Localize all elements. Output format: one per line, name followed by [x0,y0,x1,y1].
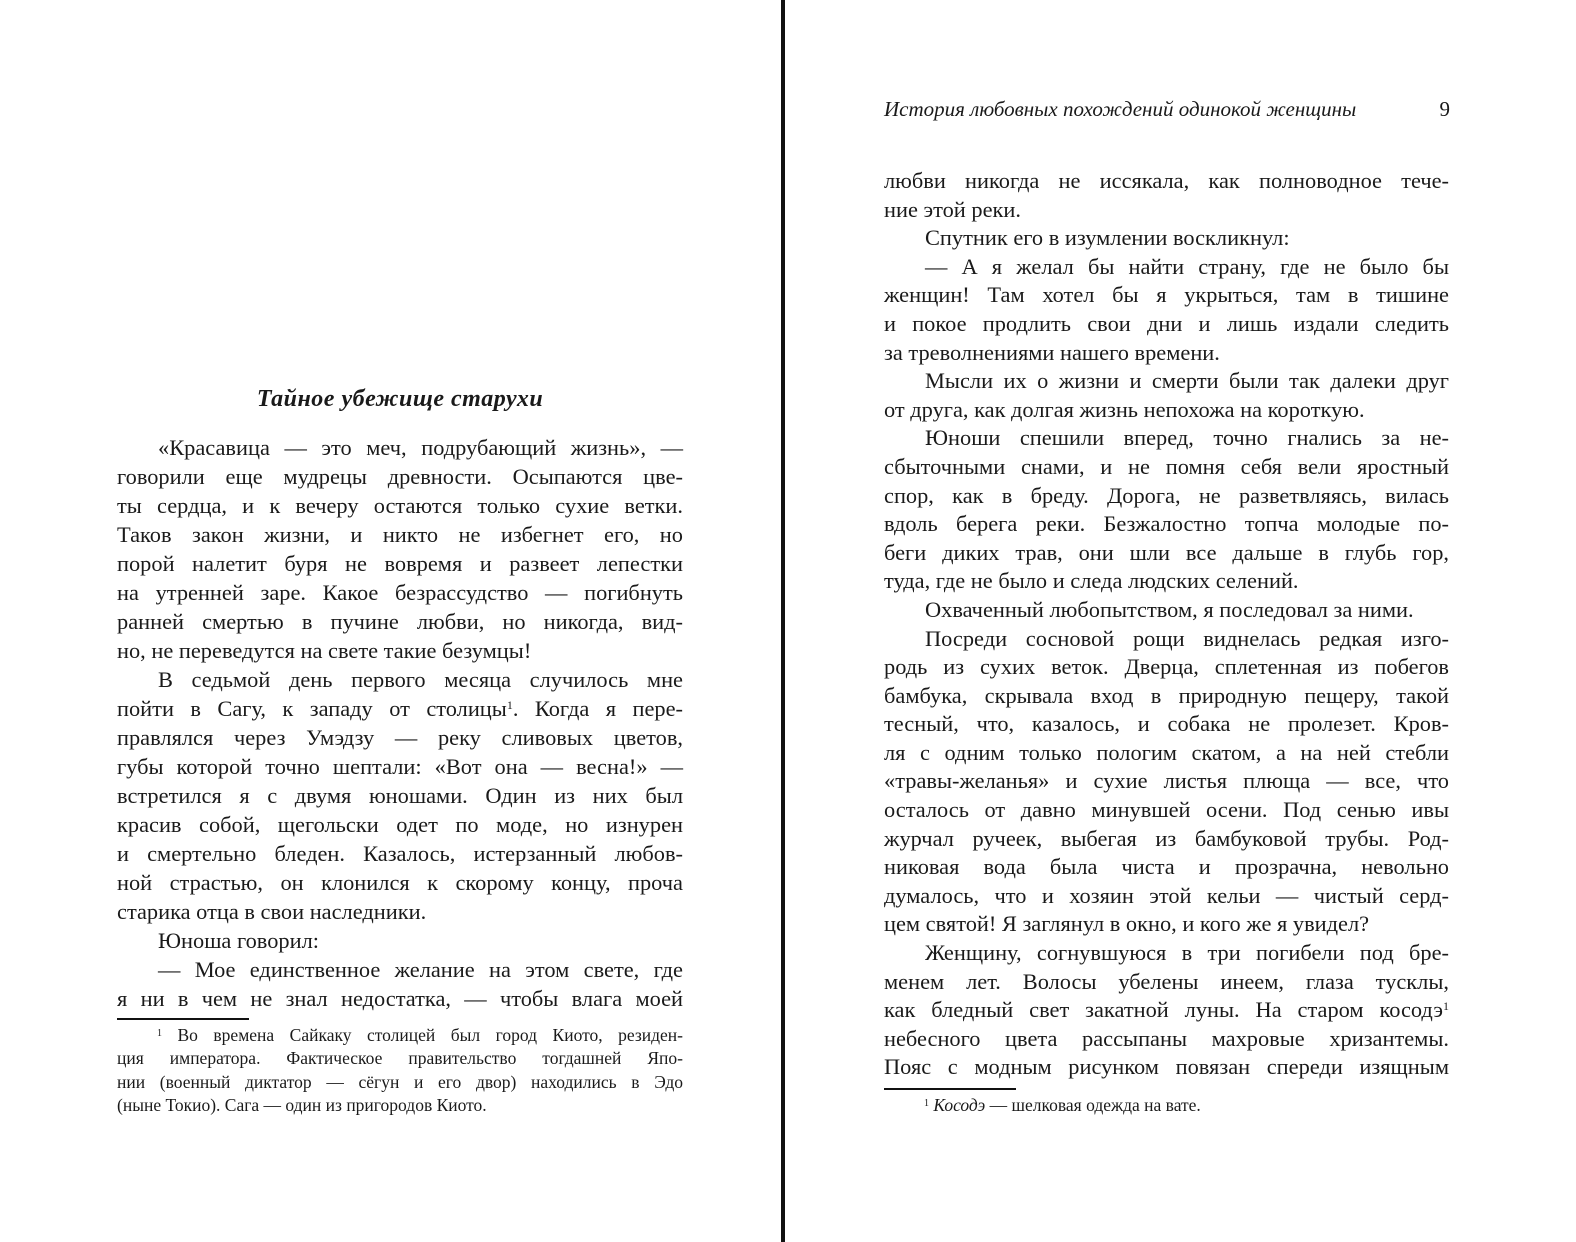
text-line: ной страстью, он клонился к скорому концу, проча [117,870,683,895]
text-line: правлялся через Умэдзу — реку сливовых цветов, [117,725,683,750]
text-line: ля с одним только пологим скатом, а на ней стебли [884,739,1449,765]
text-line: думалось, что и хозяин этой кельи — чистый серд- [884,882,1449,908]
text-line: «Красавица — это меч, подрубающий жизнь», — [158,435,683,460]
text-line: Юноши спешили вперед, точно гнались за не- [925,425,1449,451]
text-line: журчал ручеек, выбегая из бамбуковой трубы. Род- [884,825,1449,851]
text-line: женщин! Там хотел бы я укрыться, там в тишине [884,282,1449,308]
left-body-text [117,433,683,1013]
text-line: на утренней заре. Какое безрассудство — погибнуть [117,580,683,605]
footnote-line: ция императора. Фактическое правительство тогдашней Япо- [117,1048,683,1069]
right-body-text [884,167,1449,1082]
line-text: как бледный свет закатной луны. На старом косодэ [884,997,1443,1023]
text-line [117,694,683,723]
text-line: встретился я с двумя юношами. Один из них был [117,783,683,808]
text-line: Охваченный любопытством, я последовал за ними. [925,596,1414,622]
line-text: Во времена Сайкаку столицей был город Киото, резиден- [177,1025,683,1045]
text-line: бамбука, скрывала вход в природную пещеру, такой [884,682,1449,708]
text-line: Женщину, согнувшуюся в три погибели под бре- [925,940,1449,966]
footnote-ref[interactable]: 1 [506,698,513,712]
text-line: ранней смертью в пучине любви, но никогда, вид- [117,609,683,634]
text-line [884,996,1449,1025]
text-line: и смертельно бледен. Казалось, истерзанный любов- [117,841,683,866]
text-line: Спутник его в изумлении воскликнул: [925,225,1290,251]
footnote-rule [117,1018,249,1020]
text-line: красив собой, щегольски одет по моде, но изнурен [117,812,683,837]
footnote-line: (ныне Токио). Сага — один из пригородов Киото. [117,1094,487,1115]
text-line: родь из сухих веток. Дверца, сплетенная из побегов [884,654,1449,680]
footnote-text: — шелковая одежда на вате. [985,1095,1201,1115]
text-line: и покое продлить свои дни и лишь издали следить [884,310,1449,336]
text-line: я ни в чем не знал недостатка, — чтобы влага моей [117,986,683,1011]
footnote-rule [884,1088,1016,1090]
text-line: любви никогда не иссякала, как полноводное тече- [884,168,1449,193]
text-line: цем святой! Я заглянул в окно, и кого же я увидел? [884,911,1370,937]
text-line: В седьмой день первого месяца случилось мне [158,667,683,692]
footnote-marker: 1 [157,1028,162,1039]
footnote-line [117,1024,683,1047]
text-line: туда, где не было и следа людских селений. [884,568,1299,594]
footnote-line [884,1094,1449,1117]
text-line: никовая вода была чиста и прозрачна, невольно [884,854,1449,880]
text-line: но, не переведутся на свете такие безумцы! [117,638,532,663]
text-line: Пояс с модным рисунком повязан спереди изящным [884,1054,1449,1080]
footnote-line: нии (военный диктатор — сёгун и его двор) находились в Эдо [117,1071,683,1092]
left-page [0,0,780,1242]
text-line: от друга, как долгая жизнь непохожа на короткую. [884,396,1365,422]
text-line: старика отца в свои наследники. [117,899,427,924]
text-line: Посреди сосновой рощи виднелась редкая изго- [925,625,1449,651]
line-text: пойти в Сагу, к западу от столицы [117,696,507,721]
text-line: менем лет. Волосы убелены инеем, глаза тусклы, [884,968,1449,994]
line-text: . Когда я пере- [512,696,683,721]
text-line: небесного цвета рассыпаны махровые хризантемы. [884,1025,1449,1051]
footnote-term: Косодэ [933,1095,986,1115]
text-line: Мысли их о жизни и смерти были так далеки друг [925,368,1449,394]
text-line: сбыточными снами, и не помня себя вели яростный [884,453,1449,479]
text-line: Юноша говорил: [158,928,319,953]
text-line: порой налетит буря не вовремя и развеет лепестки [117,551,683,576]
footnote [884,1094,1449,1117]
footnote [117,1024,683,1117]
text-line: спор, как в бреду. Дорога, не разветвляясь, вилась [884,482,1449,508]
text-line: губы которой точно шептали: «Вот она — весна!» — [117,754,683,779]
text-line: ние этой реки. [884,196,1021,222]
text-line: говорили еще мудрецы древности. Осыпаются цве- [117,464,683,489]
text-line: осталось от давно минувшей осени. Под сенью ивы [884,797,1449,823]
page-number: 9 [1439,97,1450,121]
text-line: тесный, что, казалось, и собака не пролезет. Кров- [884,711,1449,737]
footnote-ref[interactable]: 1 [1443,999,1449,1014]
text-line: вдоль берега реки. Безжалостно топча молодые по- [884,511,1449,537]
right-page [786,0,1576,1242]
book-gutter-divider [781,0,785,1242]
footnote-marker: 1 [924,1098,929,1109]
text-line: ты сердца, и к вечеру остаются только сухие ветки. [117,493,683,518]
text-line: за треволнениями нашего времени. [884,339,1220,365]
text-line: «травы-желанья» и сухие листья плюща — все, что [884,768,1449,794]
text-line: — А я желал бы найти страну, где не было бы [925,253,1449,279]
chapter-title: Тайное убежище старухи [256,386,544,412]
text-line: — Мое единственное желание на этом свете, где [158,957,683,982]
text-line: Таков закон жизни, и никто не избегнет его, но [117,522,683,547]
text-line: беги диких трав, они шли все дальше в глубь гор, [884,539,1449,565]
running-head: История любовных похождений одинокой женщины [884,97,1357,121]
